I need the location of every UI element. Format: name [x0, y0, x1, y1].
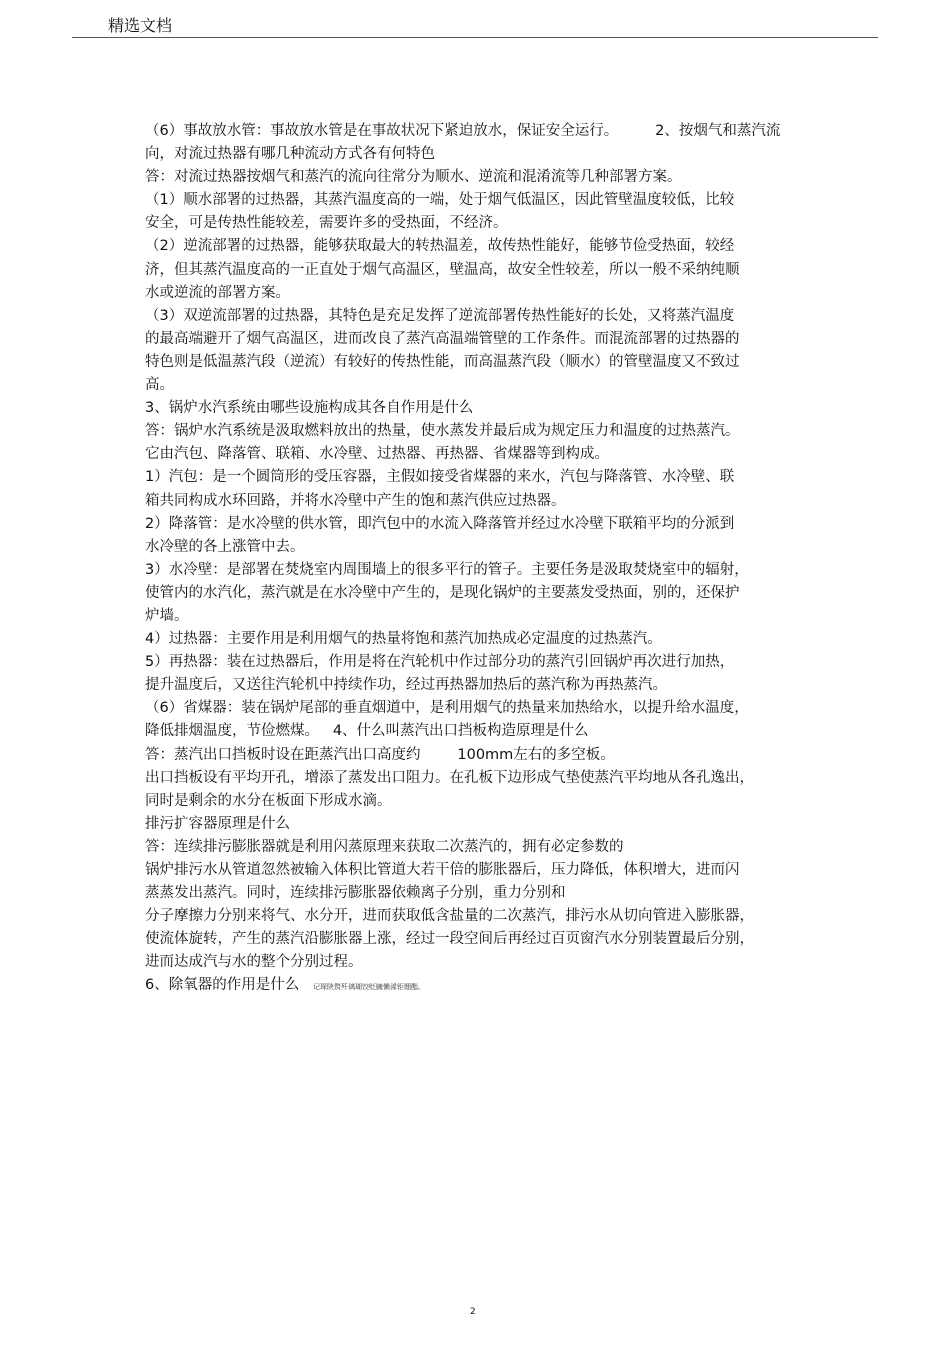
text-line: 水冷壁的各上涨管中去。: [145, 538, 305, 555]
header-divider: [72, 37, 878, 38]
text-line: 提升温度后，又送往汽轮机中持续作功，经过再热器加热后的蒸汽称为再热蒸汽。: [145, 677, 667, 694]
text-line-last: [145, 974, 885, 997]
text-line: 4）过热器：主要作用是利用烟气的热量将饱和蒸汽加热成必定温度的过热蒸汽。: [145, 631, 662, 648]
text-line: 安全，可是传热性能较差，需要许多的受热面，不经济。: [145, 215, 508, 232]
text-line: 的最高端避开了烟气高温区，进而改良了蒸汽高温端管壁的工作条件。而混流部署的过热器的: [145, 330, 740, 347]
text-line: （6）事故放水管：事故放水管是在事故状况下紧迫放水，保证安全运行。 2、按烟气和蒸汽流: [145, 123, 781, 139]
document-body: [145, 120, 885, 998]
text-line: 2）降落管：是水冷壁的供水管，即汽包中的水流入降落管并经过水冷壁下联箱平均的分派到: [145, 515, 735, 532]
text-line: 5）再热器：装在过热器后，作用是将在汽轮机中作过部分功的蒸汽引回锅炉再次进行加热，: [145, 654, 735, 671]
text-line: 使流体旋转，产生的蒸汽沿膨胀器上涨，经过一段空间后再经过百页窗汽水分别装置最后分别，: [145, 931, 754, 948]
text-line: 箱共同构成水环回路，并将水冷壁中产生的饱和蒸汽供应过热器。: [145, 492, 566, 509]
tiny-note: 记琛陕赘歼璃瑚饺贬臃懒浠钜绷酯。: [313, 983, 426, 992]
text-line: 3、锅炉水汽系统由哪些设施构成其各自作用是什么: [145, 400, 474, 417]
text-line: 蒸蒸发出蒸汽。同时，连续排污膨胀器依赖离子分别，重力分别和: [145, 885, 566, 902]
text-line: 答：对流过热器按烟气和蒸汽的流向往常分为顺水、逆流和混淆流等几种部署方案。: [145, 169, 682, 186]
text-line: 它由汽包、降落管、联箱、水冷壁、过热器、再热器、省煤器等到构成。: [145, 446, 609, 463]
text-line: （2）逆流部署的过热器，能够获取最大的转热温差，故传热性能好，能够节俭受热面，较经: [145, 238, 735, 255]
text-line: 答：蒸汽出口挡板时设在距蒸汽出口高度约 100mm左右的多空板。: [145, 746, 615, 763]
text-line: （6）省煤器：装在锅炉尾部的垂直烟道中，是利用烟气的热量来加热给水，以提升给水温度，: [145, 700, 749, 717]
text-line: 济，但其蒸汽温度高的一正直处于烟气高温区，壁温高，故安全性较差，所以一般不采纳纯顺: [145, 261, 740, 278]
text-line: （3）双逆流部署的过热器，其特色是充足发挥了逆流部署传热性能好的长处，又将蒸汽温度: [145, 307, 735, 324]
text-line: 答：连续排污膨胀器就是利用闪蒸原理来获取二次蒸汽的，拥有必定参数的: [145, 838, 624, 855]
text-line: 排污扩容器原理是什么: [145, 815, 290, 832]
text-line: 进而达成汽与水的整个分别过程。: [145, 954, 363, 971]
text-line: 向，对流过热器有哪几种流动方式各有何特色: [145, 146, 435, 163]
page-number: 2: [470, 1307, 476, 1317]
text-line: 出口挡板设有平均开孔，增添了蒸发出口阻力。在孔板下边形成气垫使蒸汽平均地从各孔逸出，: [145, 769, 754, 786]
text-line: 特色则是低温蒸汽段（逆流）有较好的传热性能，而高温蒸汽段（顺水）的管壁温度又不致过: [145, 353, 740, 370]
text-line: 答：锅炉水汽系统是汲取燃料放出的热量，使水蒸发并最后成为规定压力和温度的过热蒸汽。: [145, 423, 740, 440]
text-line: 降低排烟温度，节俭燃煤。 4、什么叫蒸汽出口挡板构造原理是什么: [145, 723, 589, 740]
text-line: 水或逆流的部署方案。: [145, 284, 290, 301]
text-line: 1）汽包：是一个圆筒形的受压容器，主假如接受省煤器的来水，汽包与降落管、水冷壁、联: [145, 469, 735, 486]
text-line: 同时是剩余的水分在板面下形成水滴。: [145, 792, 392, 809]
document-header-title: 精选文档: [108, 16, 173, 35]
text-line: 分子摩擦力分别来将气、水分开，进而获取低含盐量的二次蒸汽，排污水从切向管进入膨胀器，: [145, 908, 754, 925]
final-question: 6、除氧器的作用是什么: [145, 977, 300, 994]
text-line: 锅炉排污水从管道忽然被输入体积比管道大若干倍的膨胀器后，压力降低，体积增大，进而闪: [145, 862, 740, 878]
text-line: 使管内的水汽化，蒸汽就是在水冷壁中产生的，是现化锅炉的主要蒸发受热面，别的，还保护: [145, 584, 740, 601]
text-line: 炉墙。: [145, 607, 189, 624]
text-line: 高。: [145, 377, 174, 394]
text-line: 3）水冷壁：是部署在焚烧室内周围墙上的很多平行的管子。主要任务是汲取焚烧室中的辐射，: [145, 561, 749, 578]
text-line: （1）顺水部署的过热器，其蒸汽温度高的一端，处于烟气低温区，因此管壁温度较低，比较: [145, 192, 735, 209]
